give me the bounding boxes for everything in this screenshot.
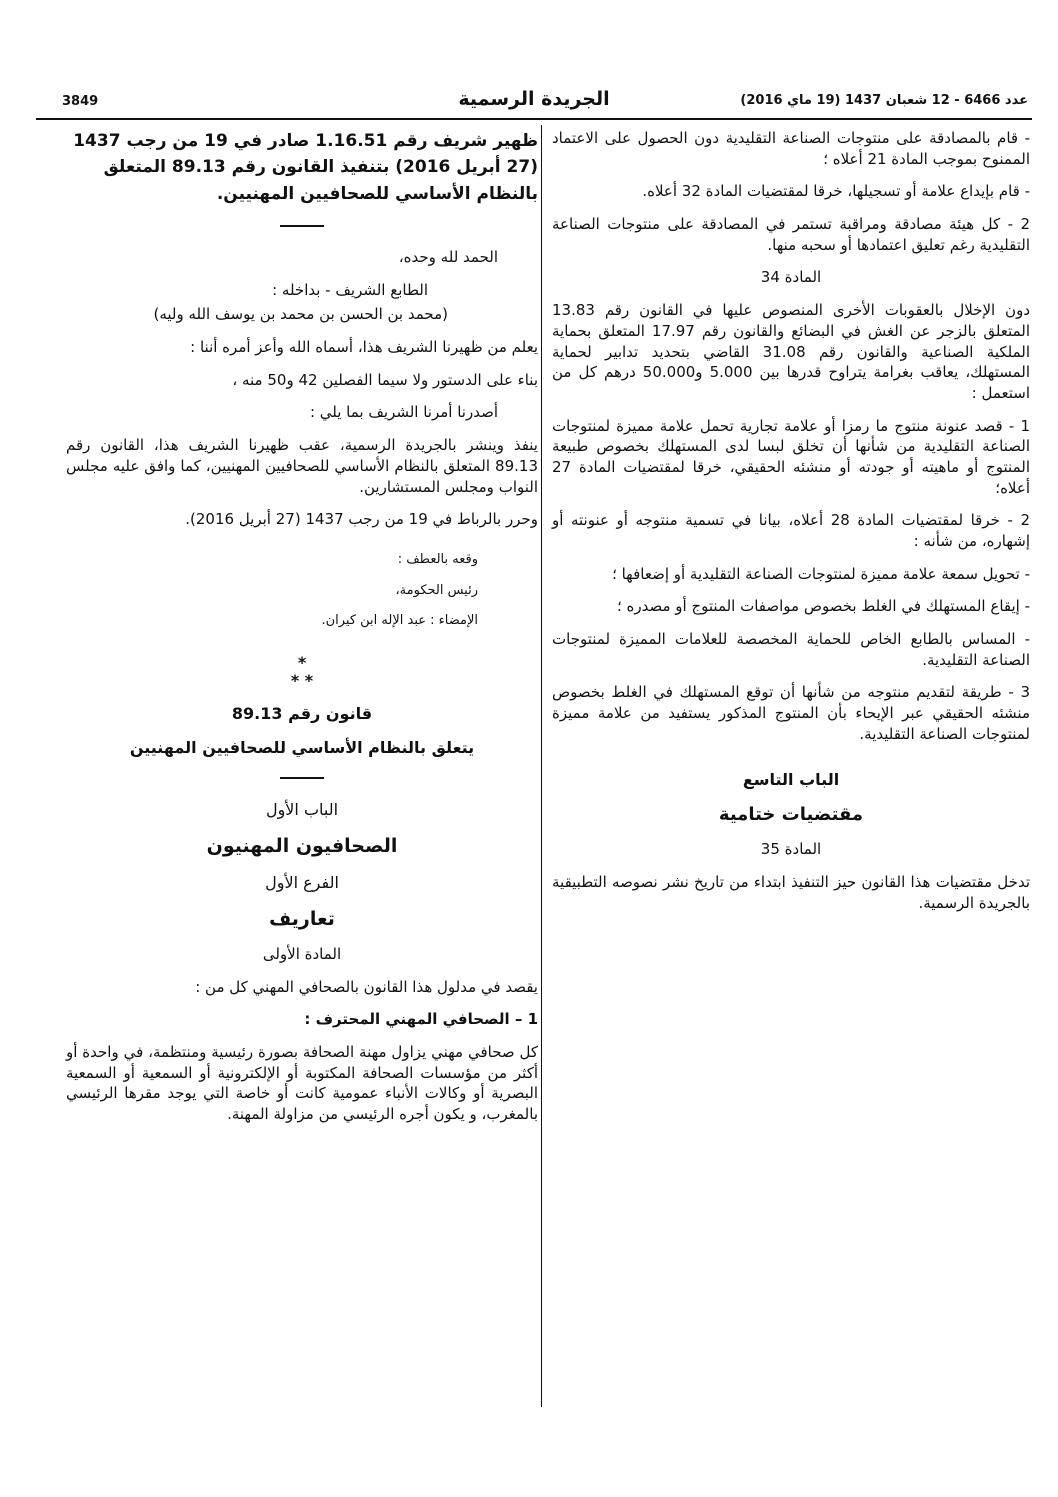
article-heading: المادة الأولى [262, 944, 342, 963]
paragraph: ينفذ وينشر بالجريدة الرسمية، عقب ظهيرنا الشريف هذا، القانون رقم 89.13 المتعلق بالنظام الأساسي للصحافيين المهنيين، كما وافق عليه مجلس النواب ومجلس المستشارين. [66, 436, 538, 496]
paragraph: - إيقاع المستهلك في الغلط بخصوص مواصفات المنتوج أو مصدره ؛ [616, 597, 1030, 616]
paragraph: الطابع الشريف - بداخله : [272, 280, 428, 299]
paragraph: (محمد بن الحسن بن محمد بن يوسف الله وليه) [153, 305, 448, 324]
item-heading: 1 – الصحافي المهني المحترف : [304, 1010, 538, 1029]
paragraph: الحمد لله وحده، [398, 248, 498, 267]
paragraph: بناء على الدستور ولا سيما الفصلين 42 و50 منه ، [232, 370, 538, 389]
paragraph: كل صحافي مهني يزاول مهنة الصحافة بصورة رئيسية ومنتظمة، في واحدة أو أكثر من مؤسسات الصحافة المكتوبة أو الإلكترونية أو السمعية أو السمعية البصرية أو وكالات الأنباء عمومية كانت أو خاصة التي يوجد مقرها الرئيسي بالمغرب، و يكون أجره الرئيسي من مزاولة المهنة. [66, 1042, 538, 1124]
law-number: قانون رقم 89.13 [231, 704, 373, 724]
chapter-heading: الباب التاسع [742, 769, 840, 789]
column-divider [541, 125, 542, 1407]
page-header [36, 84, 1032, 120]
paragraph: يقصد في مدلول هذا القانون بالصحافي المهني كل من : [195, 977, 538, 996]
paragraph: - المساس بالطابع الخاص للحماية المخصصة للعلامات المميزة لمنتوجات الصناعة التقليدية. [552, 630, 1030, 669]
chapter-heading: الباب الأول [265, 800, 339, 820]
section-heading: الفرع الأول [265, 872, 339, 892]
left-column [66, 128, 538, 1137]
asterism-bottom: * * [290, 670, 314, 690]
page-number: 3849 [62, 94, 99, 109]
paragraph: وحرر بالرباط في 19 من رجب 1437 (27 أبريل 2016). [185, 510, 538, 529]
paragraph: 2 - كل هيئة مصادقة ومراقبة تستمر في المصادقة على منتوجات الصناعة التقليدية رغم تعليق اعتمادها أو سحبه منها. [552, 215, 1030, 254]
countersign-line: وقعه بالعطف : [397, 551, 478, 567]
article-heading: المادة 34 [760, 268, 822, 287]
paragraph: أصدرنا أمرنا الشريف بما يلي : [309, 403, 498, 422]
paragraph: - قام بالمصادقة على منتوجات الصناعة التقليدية دون الحصول على الاعتماد الممنوح بموجب المادة 21 أعلاه ؛ [552, 129, 1030, 168]
asterism [66, 654, 538, 689]
head-of-government: رئيس الحكومة، [395, 582, 478, 598]
paragraph: دون الإخلال بالعقوبات الأخرى المنصوص عليها في القانون رقم 13.83 المتعلق بالزجر عن الغش في البضائع والقانون رقم 17.97 المتعلق بحماية الملكية الصناعية والقانون رقم 31.08 القاضي بتحديد تدابير لحماية المستهلك، يعاقب بغرامة يتراوح قدرها بين 5.000 و50.000 درهم كل من استعمل : [552, 301, 1031, 402]
law-subject: يتعلق بالنظام الأساسي للصحافيين المهنيين [129, 738, 475, 758]
section-title: تعاريف [269, 907, 335, 930]
paragraph: 2 - خرقا لمقتضيات المادة 28 أعلاه، بيانا في تسمية منتوجه أو عنونته أو إشهاره، من شأنه : [552, 511, 1030, 550]
asterism-top: * [297, 652, 307, 672]
chapter-title: الصحافيون المهنيون [206, 835, 398, 858]
paragraph: يعلم من ظهيرنا الشريف هذا، أسماه الله وأعز أمره أننا : [190, 338, 538, 357]
signature: الإمضاء : عبد الإله ابن كيران. [321, 613, 478, 629]
paragraph: - تحويل سمعة علامة مميزة لمنتوجات الصناعة التقليدية أو إضعافها ؛ [612, 564, 1030, 583]
article-heading: المادة 35 [760, 840, 822, 859]
paragraph: - قام بإيداع علامة أو تسجيلها، خرقا لمقتضيات المادة 32 أعلاه. [642, 182, 1030, 201]
separator-line [280, 225, 324, 227]
section-title: مقتضيات ختامية [718, 803, 864, 825]
dahir-title: ظهير شريف رقم 1.16.51 صادر في 19 من رجب 1437 (27 أبريل 2016) بتنفيذ القانون رقم 89.13 المتعلق بالنظام الأساسي للصحافيين المهنيين. [73, 131, 538, 204]
journal-title: الجريدة الرسمية [458, 88, 610, 110]
right-column [552, 128, 1030, 925]
issue-info: عدد 6466 - 12 شعبان 1437 (19 ماي 2016) [740, 93, 1028, 108]
paragraph: تدخل مقتضيات هذا القانون حيز التنفيذ ابتداء من تاريخ نشر نصوصه التطبيقية بالجريدة الرسمية. [552, 873, 1030, 912]
paragraph: 1 - قصد عنونة منتوج ما رمزا أو علامة تجارية تحمل علامة مميزة لمنتوجات الصناعة التقليدية من شأنها أن تخلق لبسا لدى المستهلك بخصوص طبيعة المنتوج أو ماهيته أو جودته أو منشئه الحقيقي، خرقا لمقتضيات المادة 27 أعلاه؛ [552, 416, 1030, 497]
separator-line [280, 777, 324, 779]
paragraph: 3 - طريقة لتقديم منتوجه من شأنها أن توقع المستهلك في الغلط بخصوص منشئه الحقيقي عبر الإيحاء بأن المنتوج المذكور يستفيد من علامة مميزة لمنتوجات الصناعة التقليدية. [552, 683, 1030, 743]
